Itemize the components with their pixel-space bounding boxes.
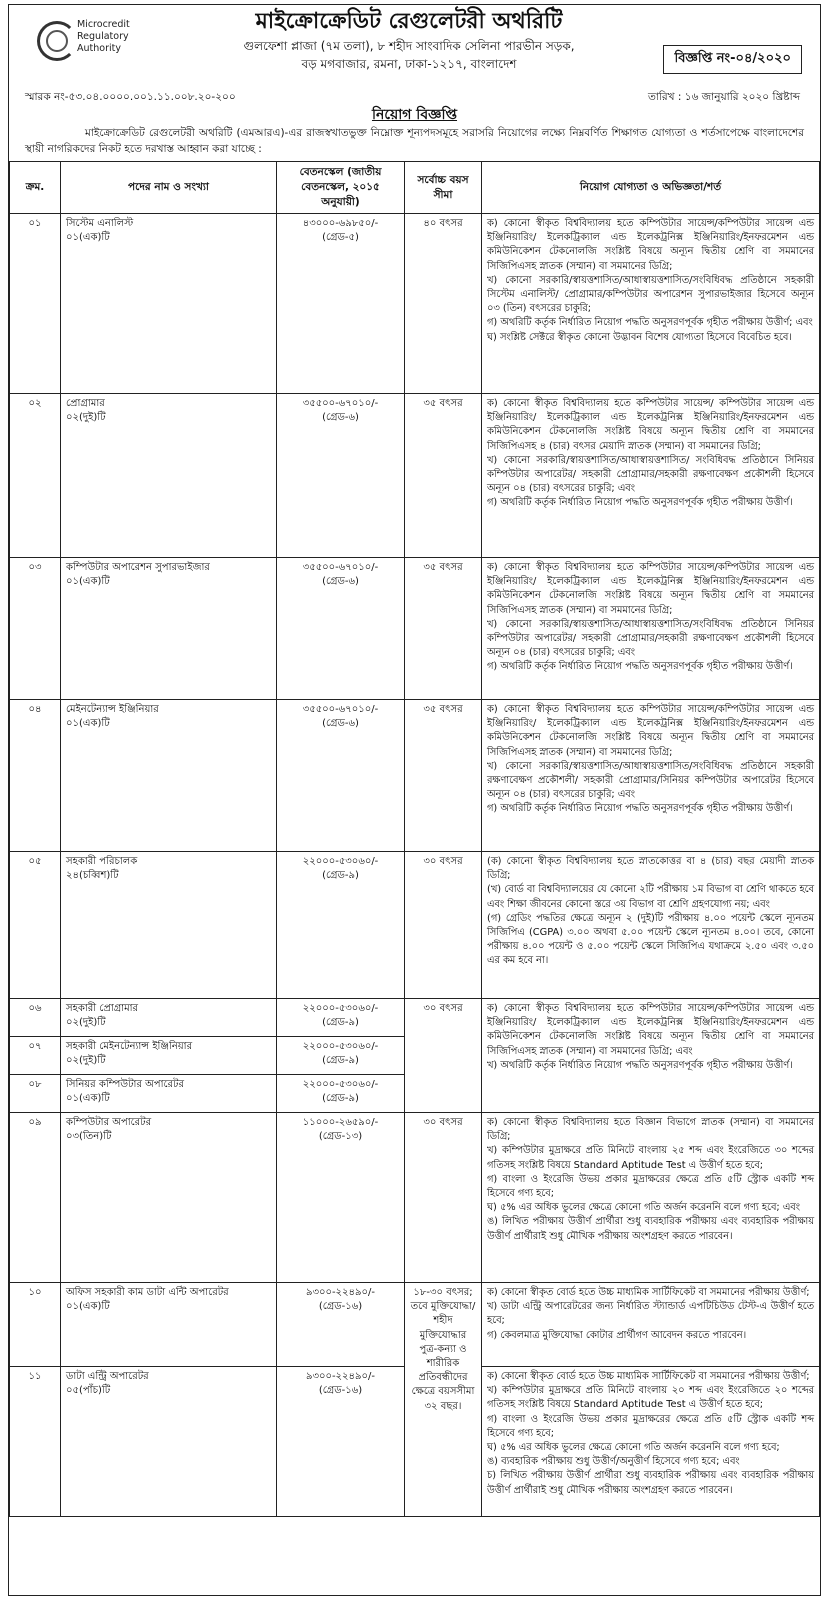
row-scale <box>277 1367 405 1517</box>
table-header-row <box>10 162 820 214</box>
row-scale <box>277 1113 405 1283</box>
mra-logo <box>37 15 185 77</box>
pay-grade: (গ্রেড-৯) <box>322 870 359 882</box>
table-row <box>10 1113 820 1283</box>
requirement-item: (ক) কোনো স্বীকৃত বিশ্ববিদ্যালয় হতে স্নাতকোত্তর বা ৪ (চার) বছর মেয়াদী স্নাতক ডিগ্রি; <box>487 856 814 882</box>
pay-grade: (গ্রেড-১৬) <box>318 1385 363 1397</box>
row-requirements <box>482 999 820 1113</box>
row-post <box>61 558 277 700</box>
post-count: ০১(এক)টি <box>66 232 110 244</box>
post-name: প্রোগ্রামার <box>66 398 105 409</box>
post-name: মেইনটেন্যান্স ইঞ্জিনিয়ার <box>66 704 159 715</box>
row-requirements <box>482 852 820 999</box>
row-post <box>61 852 277 999</box>
post-count: ০১(এক)টি <box>66 1301 110 1313</box>
requirement-item: ক) কোনো স্বীকৃত বিশ্ববিদ্যালয় হতে কম্পিউটার সায়েন্স/ কম্পিউটার সায়েন্স এন্ড ইঞ্জিনিয়ারিং/ ইলেকট্রিক্যাল এন্ড ইলেকট্রনিক্স ইঞ্জিনিয়ারিং/ইনফরমেশন এন্ড কমিউনিকেশন টেকনোলজি সংশ্লিষ্ট বিষয়ে অন্যূন দ্বিতীয় শ্রেণি বা সমমানের সিজিপিএসহ ৪ (চার) বৎসর মেয়াদি স্নাতক (সম্মান) বা সমমানের ডিগ্রি; <box>487 398 814 452</box>
row-post <box>61 1075 277 1113</box>
requirement-item: গ) অথরিটি কর্তৃক নির্ধারিত নিয়োগ পদ্ধতি অনুসরণপূর্বক গৃহীত পরীক্ষায় উত্তীর্ণ। <box>487 497 793 509</box>
row-requirements <box>482 214 820 394</box>
post-count: ০১(এক)টি <box>66 1093 110 1105</box>
requirement-item: ক) কোনো স্বীকৃত বোর্ড হতে উচ্চ মাধ্যমিক সার্টিফিকেট বা সমমানের পরীক্ষায় উত্তীর্ণ; <box>487 1287 810 1298</box>
requirement-item: খ) কোনো সরকারি/স্বায়ত্তশাসিত/আধাস্বায়ত্তশাসিত/সংবিধিবদ্ধ প্রতিষ্ঠানে সহকারী রক্ষণাবেক্ষণ প্রকৌশলী/ সহকারী প্রোগ্রামার/সিনিয়র কম্পিউটার অপারেটর হিসেবে অন্যূন ০৪ (চার) বৎসরের চাকুরি; এবং <box>487 760 814 801</box>
row-age: ৩০ বৎসর <box>405 852 482 999</box>
post-name: সহকারী প্রোগ্রামার <box>66 1003 139 1014</box>
post-count: ০৫(পাঁচ)টি <box>66 1385 111 1397</box>
memo-number: স্মারক নং-৫৩.০৪.০০০০.০০১.১১.০০৮.২০-২০০ <box>25 91 236 103</box>
row-scale <box>277 999 405 1037</box>
requirement-item: খ) অথরিটি কর্তৃক নির্ধারিত নিয়োগ পদ্ধতি অনুসরণপূর্বক গৃহীত পরীক্ষায় উত্তীর্ণ। <box>487 1059 793 1071</box>
row-serial: ০২ <box>10 394 61 558</box>
pay-grade: (গ্রেড-৬) <box>322 718 359 730</box>
row-post <box>61 214 277 394</box>
notice-number-box: বিজ্ঞপ্তি নং-০৪/২০২০ <box>663 45 802 74</box>
requirement-item: ক) কোনো স্বীকৃত বিশ্ববিদ্যালয় হতে কম্পিউটার সায়েন্স/কম্পিউটার সায়েন্স এন্ড ইঞ্জিনিয়ারিং/ ইলেকট্রিক্যাল এন্ড ইলেকট্রনিক্স ইঞ্জিনিয়ারিং/ইনফরমেশন এন্ড কমিউনিকেশন টেকনোলজি সংশ্লিষ্ট বিষয়ে অন্যূন দ্বিতীয় শ্রেণি বা সমমানের সিজিপিএসহ স্নাতক (সম্মান) বা সমমানের ডিগ্রি; <box>487 562 814 616</box>
row-requirements <box>482 700 820 852</box>
pay-scale: ১১০০০-২৬৫৯০/- <box>302 1117 379 1128</box>
pay-scale: ২২০০০-৫৩০৬০/- <box>302 1003 379 1014</box>
requirement-item: গ) বাংলা ও ইংরেজি উভয় প্রকার মুদ্রাক্ষরের ক্ষেত্রে প্রতি ৫টি স্ট্রোক একটি শব্দ হিসেবে গণ্য হবে; <box>487 1173 814 1200</box>
notice-date: তারিখ : ১৬ জানুয়ারি ২০২০ খ্রিষ্টাব্দ <box>647 91 800 103</box>
row-serial: ০৯ <box>10 1113 61 1283</box>
requirement-item: (খ) বোর্ড বা বিশ্ববিদ্যালয়ের যে কোনো ২টি পরীক্ষায় ১ম বিভাগ বা শ্রেণি থাকতে হবে এবং শিক্ষা জীবনের কোনো স্তরে ৩য় বিভাগ বা শ্রেণি গ্রহণযোগ্য নয়; এবং <box>487 884 814 910</box>
pay-scale: ৩৫৫০০-৬৭০১০/- <box>302 398 379 409</box>
post-count: ০২(দুই)টি <box>66 1017 106 1029</box>
row-serial: ০৫ <box>10 852 61 999</box>
post-name: কম্পিউটার অপারেটর <box>66 1117 152 1128</box>
requirement-item: ক) কোনো স্বীকৃত বিশ্ববিদ্যালয় হতে কম্পিউটার সায়েন্স/কম্পিউটার সায়েন্স এন্ড ইঞ্জিনিয়ারিং/ ইলেকট্রিক্যাল এন্ড ইলেকট্রনিক্স ইঞ্জিনিয়ারিং/ইনফরমেশন এন্ড কমিউনিকেশন টেকনোলজি সংশ্লিষ্ট বিষয়ে অন্যূন দ্বিতীয় শ্রেণি বা সমমানের সিজিপিএসহ স্নাতক (সম্মান) বা সমমানের ডিগ্রি; এবং <box>487 1003 814 1057</box>
row-post <box>61 1113 277 1283</box>
row-serial: ১১ <box>10 1367 61 1517</box>
requirement-item: খ) কোনো সরকারি/স্বায়ত্তশাসিত/আধাস্বায়ত্তশাসিত/সংবিধিবদ্ধ প্রতিষ্ঠানে সিনিয়র কম্পিউটার অপারেটর/ সহকারী প্রোগ্রামার/সহকারী রক্ষণাবেক্ষণ প্রকৌশলী হিসেবে অন্যূন ০৪ (চার) বৎসরের চাকুরি; এবং <box>487 618 814 659</box>
pay-scale: ৯৩০০-২২৪৯০/- <box>305 1287 376 1298</box>
pay-grade: (গ্রেড-৯) <box>322 1017 359 1029</box>
requirement-item: ক) কোনো স্বীকৃত বোর্ড হতে উচ্চ মাধ্যমিক সার্টিফিকেট বা সমমানের পরীক্ষায় উত্তীর্ণ; <box>487 1371 810 1382</box>
pay-scale: ৪৩০০০-৬৯৮৫০/- <box>302 218 379 229</box>
table-row <box>10 852 820 999</box>
row-serial: ০৭ <box>10 1037 61 1075</box>
post-name: সহকারী পরিচালক <box>66 856 138 867</box>
row-serial: ১০ <box>10 1283 61 1367</box>
requirement-item: ঘ) সংশ্লিষ্ট সেক্টরে স্বীকৃত কোনো উদ্ভাবন বিশেষ যোগ্যতা হিসেবে বিবেচিত হবে। <box>487 331 792 343</box>
row-scale <box>277 214 405 394</box>
row-serial: ০৬ <box>10 999 61 1037</box>
row-post <box>61 394 277 558</box>
requirement-item: খ) কম্পিউটার মুদ্রাক্ষরে প্রতি মিনিটে বাংলায় ২০ শব্দ এবং ইংরেজিতে ২০ শব্দের গতিসহ সংশ্লিষ্ট বিষয়ে Standard Aptitude Test এ উত্তীর্ণ হতে হবে; <box>487 1385 814 1411</box>
header <box>9 5 820 89</box>
notice-page <box>8 4 821 1596</box>
post-count: ০১(এক)টি <box>66 576 110 588</box>
row-post <box>61 700 277 852</box>
pay-scale: ২২০০০-৫৩০৬০/- <box>302 1079 379 1090</box>
vacancy-table <box>9 161 820 1517</box>
requirement-item: গ) অথরিটি কর্তৃক নির্ধারিত নিয়োগ পদ্ধতি অনুসরণপূর্বক গৃহীত পরীক্ষায় উত্তীর্ণ। <box>487 661 793 673</box>
table-row <box>10 558 820 700</box>
row-serial: ০৪ <box>10 700 61 852</box>
requirement-item: ক) কোনো স্বীকৃত বিশ্ববিদ্যালয় হতে বিজ্ঞান বিভাগে স্নাতক (সম্মান) বা সমমানের ডিগ্রি; <box>487 1117 814 1143</box>
requirement-item: খ) কম্পিউটার মুদ্রাক্ষরে প্রতি মিনিটে বাংলায় ২৫ শব্দ এবং ইংরেজিতে ৩০ শব্দের গতিসহ সংশ্লিষ্ট বিষয়ে Standard Aptitude Test এ উত্তীর্ণ হতে হবে; <box>487 1145 814 1171</box>
header-requirements: নিয়োগ যোগ্যতা ও অভিজ্ঞতা/শর্ত <box>482 162 820 214</box>
address-line-1: গুলফেশা প্লাজা (৭ম তলা), ৮ শহীদ সাংবাদিক সেলিনা পারভীন সড়ক, <box>243 39 575 53</box>
table-row <box>10 999 820 1037</box>
requirement-item: খ) কোনো সরকারি/স্বায়ত্তশাসিত/আধাস্বায়ত্তশাসিত/ সংবিধিবদ্ধ প্রতিষ্ঠানে সিনিয়র কম্পিউটার অপারেটর/ সহকারী প্রোগ্রামার/সহকারী রক্ষণাবেক্ষণ প্রকৌশলী হিসেবে অন্যূন ০৪ (চার) বৎসরের চাকুরি; এবং <box>487 454 814 495</box>
row-age: ৩০ বৎসর <box>405 1113 482 1283</box>
requirement-item: খ) ডাটা এন্ট্রি অপারেটরের জন্য নির্ধারিত স্ট্যান্ডার্ড এপটিচিউড টেস্ট-এ উত্তীর্ণ হতে হবে; <box>487 1301 814 1327</box>
row-requirements <box>482 394 820 558</box>
table-row <box>10 214 820 394</box>
row-scale <box>277 394 405 558</box>
requirement-item: চ) লিখিত পরীক্ষায় উত্তীর্ণ প্রার্থীরা শুধু ব্যবহারিক পরীক্ষায় এবং ব্যবহারিক পরীক্ষায় উত্তীর্ণ প্রার্থীরাই শুধু মৌখিক পরীক্ষায় অংশগ্রহণ করতে পারবেন। <box>487 1470 814 1496</box>
address-line-2: বড় মগবাজার, রমনা, ঢাকা-১২১৭, বাংলাদেশ <box>301 57 517 71</box>
post-name: সিনিয়র কম্পিউটার অপারেটর <box>66 1079 184 1090</box>
requirement-item: গ) বাংলা ও ইংরেজি উভয় প্রকার মুদ্রাক্ষরের ক্ষেত্রে প্রতি ৫টি স্ট্রোক একটি শব্দ হিসেবে গণ্য হবে; <box>487 1413 814 1439</box>
requirement-item: গ) কেবলমাত্র মুক্তিযোদ্ধা কোটার প্রার্থীগণ আবেদন করতে পারবেন। <box>487 1329 747 1341</box>
pay-scale: ৩৫৫০০-৬৭০১০/- <box>302 562 379 573</box>
header-sl: ক্রম. <box>10 162 61 214</box>
row-requirements <box>482 558 820 700</box>
row-scale <box>277 558 405 700</box>
notice-title: নিয়োগ বিজ্ঞপ্তি <box>371 107 458 123</box>
logo-text: Microcredit Regulatory Authority <box>77 19 130 54</box>
pay-scale: ৩৫৫০০-৬৭০১০/- <box>302 704 379 715</box>
requirement-item: গ) অথরিটি কর্তৃক নির্ধারিত নিয়োগ পদ্ধতি অনুসরণপূর্বক গৃহীত পরীক্ষায় উত্তীর্ণ। <box>487 803 793 815</box>
post-name: অফিস সহকারী কাম ডাটা এন্টি অপারেটর <box>66 1287 229 1298</box>
row-scale <box>277 852 405 999</box>
pay-scale: ২২০০০-৫৩০৬০/- <box>302 856 379 867</box>
organization-block <box>189 7 629 73</box>
row-post <box>61 999 277 1037</box>
row-serial: ০৮ <box>10 1075 61 1113</box>
pay-grade: (গ্রেড-৯) <box>322 1055 359 1067</box>
post-name: সহকারী মেইনটেন্যান্স ইঞ্জিনিয়ার <box>66 1041 193 1052</box>
row-serial: ০৩ <box>10 558 61 700</box>
requirement-item: ক) কোনো স্বীকৃত বিশ্ববিদ্যালয় হতে কম্পিউটার সায়েন্স/কম্পিউটার সায়েন্স এন্ড ইঞ্জিনিয়ারিং/ ইলেকট্রিক্যাল এন্ড ইলেকট্রনিক্স ইঞ্জিনিয়ারিং/ইনফরমেশন এন্ড কমিউনিকেশন টেকনোলজি সংশ্লিষ্ট বিষয়ে অন্যূন দ্বিতীয় শ্রেণি বা সমমানের সিজিপিএসহ স্নাতক (সম্মান) বা সমমানের ডিগ্রি; <box>487 704 814 758</box>
requirement-item: ক) কোনো স্বীকৃত বিশ্ববিদ্যালয় হতে কম্পিউটার সায়েন্স/কম্পিউটার সায়েন্স এন্ড ইঞ্জিনিয়ারিং/ ইলেকট্রিক্যাল এন্ড ইলেকট্রনিক্স ইঞ্জিনিয়ারিং/ইনফরমেশন এন্ড কমিউনিকেশন টেকনোলজি সংশ্লিষ্ট বিষয়ে অন্যূন দ্বিতীয় শ্রেণি বা সমমানের সিজিপিএসহ স্নাতক (সম্মান) বা সমমানের ডিগ্রি; <box>487 218 814 272</box>
pay-scale: ৯৩০০-২২৪৯০/- <box>305 1371 376 1382</box>
header-age: সর্বোচ্চ বয়স সীমা <box>405 162 482 214</box>
table-row <box>10 1283 820 1367</box>
pay-scale: ২২০০০-৫৩০৬০/- <box>302 1041 379 1052</box>
requirement-item: খ) কোনো সরকারি/স্বায়ত্তশাসিত/আধাস্বায়ত্তশাসিত/সংবিধিবদ্ধ প্রতিষ্ঠানে সহকারী সিস্টেম এনালিস্ট/ প্রোগ্রামার/কম্পিউটার অপারেশন সুপারভাইজার হিসেবে অন্যূন ০৩ (তিন) বৎসরের চাকুরি; <box>487 274 814 315</box>
post-count: ০১(এক)টি <box>66 718 110 730</box>
pay-grade: (গ্রেড-১৩) <box>318 1131 363 1143</box>
post-name: ডাটা এন্ট্রি অপারেটর <box>66 1371 149 1382</box>
requirement-item: ঘ) ৫% এর অধিক ভুলের ক্ষেত্রে কোনো গতি অর্জন করেননি বলে গণ্য হবে; <box>487 1442 780 1454</box>
organization-name: মাইক্রোক্রেডিট রেগুলেটরী অথরিটি <box>255 9 563 34</box>
row-scale <box>277 1283 405 1367</box>
row-age: ৩০ বৎসর <box>405 999 482 1113</box>
requirement-item: ঙ) ব্যবহারিক পরীক্ষায় শুধু উত্তীর্ণ/অনুত্তীর্ণ হিসেবে গণ্য হবে; এবং <box>487 1456 740 1468</box>
reference-line <box>9 89 820 105</box>
row-requirements <box>482 1367 820 1517</box>
requirement-item: (গ) গ্রেডিং পদ্ধতির ক্ষেত্রে অন্যূন ২ (দুই)টি পরীক্ষায় ৪.০০ পয়েন্ট স্কেলে ন্যূনতম সিজিপিএ (CGPA) ৩.০০ অথবা ৫.০০ পয়েন্ট স্কেলে ন্যূনতম ৪.০০। তবে, কোনো পরীক্ষায় ৪.০০ পয়েন্ট ও ৫.০০ পয়েন্ট স্কেলে সিজিপিএ যথাক্রমে ২.৫০ এবং ৩.৫০ এর কম হবে না। <box>487 912 814 967</box>
post-count: ০২(দুই)টি <box>66 1055 106 1067</box>
row-age: ৪০ বৎসর <box>405 214 482 394</box>
row-post <box>61 1037 277 1075</box>
pay-grade: (গ্রেড-৯) <box>322 1093 359 1105</box>
post-count: ০২(দুই)টি <box>66 412 106 424</box>
row-serial: ০১ <box>10 214 61 394</box>
logo-inner-ring-icon <box>46 30 68 52</box>
row-requirements <box>482 1113 820 1283</box>
row-scale <box>277 1075 405 1113</box>
row-post <box>61 1283 277 1367</box>
row-scale <box>277 700 405 852</box>
row-age: ৩৫ বৎসর <box>405 558 482 700</box>
post-name: কম্পিউটার অপারেশন সুপারভাইজার <box>66 562 210 573</box>
header-post: পদের নাম ও সংখ্যা <box>61 162 277 214</box>
table-row <box>10 700 820 852</box>
row-age: ১৮-৩০ বৎসর; তবে মুক্তিযোদ্ধা/ শহীদ মুক্তিযোদ্ধার পুত্র-কন্যা ও শারীরিক প্রতিবন্ধীদের ক্ষেত্রে বয়সসীমা ৩২ বছর। <box>405 1283 482 1517</box>
requirement-item: ঙ) লিখিত পরীক্ষায় উত্তীর্ণ প্রার্থীরা শুধু ব্যবহারিক পরীক্ষায় এবং ব্যবহারিক পরীক্ষায় উত্তীর্ণ প্রার্থীরাই শুধু মৌখিক পরীক্ষায় অংশগ্রহণ করতে পারবেন। <box>487 1216 814 1242</box>
header-scale: বেতনস্কেল (জাতীয় বেতনস্কেল, ২০১৫ অনুযায়ী) <box>277 162 405 214</box>
pay-grade: (গ্রেড-৬) <box>322 576 359 588</box>
pay-grade: (গ্রেড-৬) <box>322 412 359 424</box>
table-row <box>10 394 820 558</box>
intro-paragraph: মাইক্রোক্রেডিট রেগুলেটরী অথরিটি (এমআরএ)-এর রাজস্বখাতভুক্ত নিম্নোক্ত শূন্যপদসমূহে সরাসরি নিয়োগের লক্ষ্যে নিম্নবর্ণিত শিক্ষাগত যোগ্যতা ও শর্তসাপেক্ষে বাংলাদেশের স্থায়ী নাগরিকদের নিকট হতে দরখাস্ত আহ্বান করা যাচ্ছে : <box>25 127 804 155</box>
row-age: ৩৫ বৎসর <box>405 700 482 852</box>
post-count: ০৩(তিন)টি <box>66 1131 112 1143</box>
row-requirements <box>482 1283 820 1367</box>
requirement-item: ঘ) ৫% এর অধিক ভুলের ক্ষেত্রে কোনো গতি অর্জন করেননি বলে গণ্য হবে; এবং <box>487 1202 800 1214</box>
row-age: ৩৫ বৎসর <box>405 394 482 558</box>
post-count: ২৪(চব্বিশ)টি <box>66 870 119 882</box>
pay-grade: (গ্রেড-১৬) <box>318 1301 363 1313</box>
pay-grade: (গ্রেড-৫) <box>322 232 359 244</box>
row-scale <box>277 1037 405 1075</box>
requirement-item: গ) অথরিটি কর্তৃক নির্ধারিত নিয়োগ পদ্ধতি অনুসরণপূর্বক গৃহীত পরীক্ষায় উত্তীর্ণ; এবং <box>487 317 813 329</box>
post-name: সিস্টেম এনালিস্ট <box>66 218 134 229</box>
row-post <box>61 1367 277 1517</box>
